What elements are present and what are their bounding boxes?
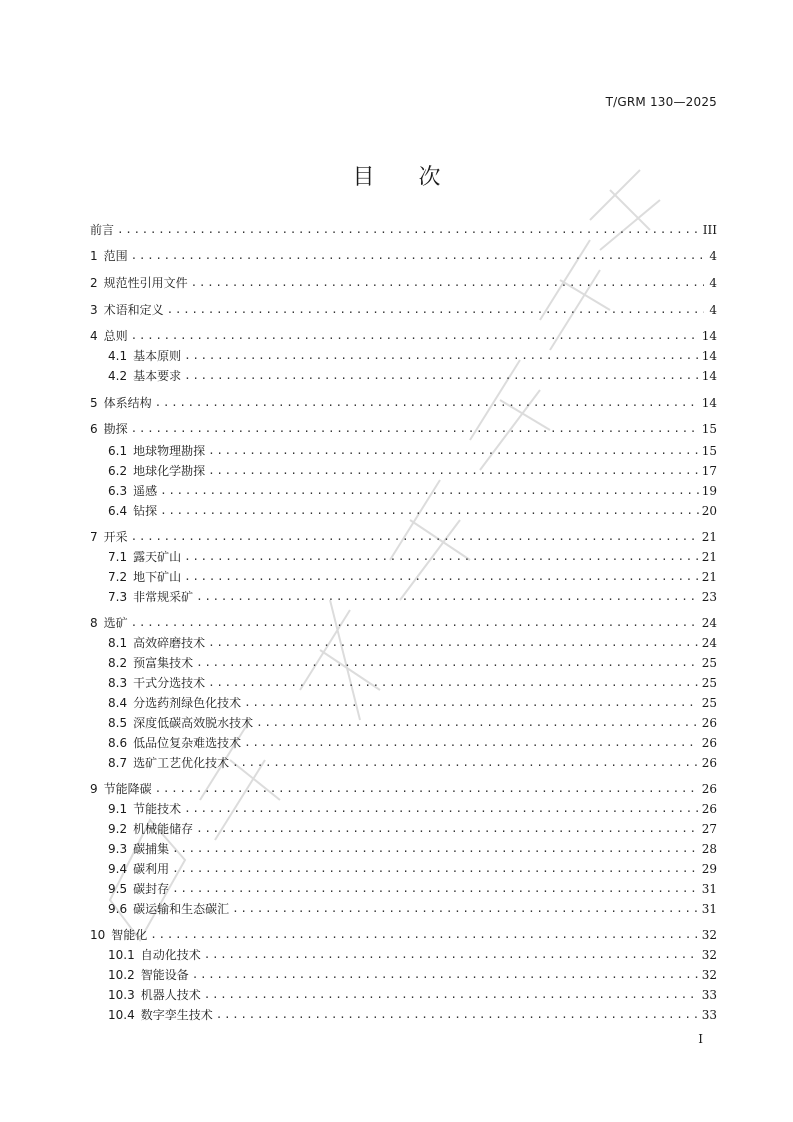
toc-leader-dots <box>150 927 698 943</box>
toc-entry-label: 前言 <box>90 223 115 237</box>
toc-entry-page: 4 <box>709 249 717 263</box>
toc-entry[interactable] <box>108 693 717 711</box>
toc-leader-dots <box>160 483 699 499</box>
toc-leader-dots <box>131 248 704 264</box>
toc-leader-dots <box>167 302 704 318</box>
toc-leader-dots <box>184 368 699 384</box>
toc-leader-dots <box>208 635 699 651</box>
toc-entry-page: 28 <box>701 842 717 856</box>
toc-entry-label: 地球物理勘探 <box>133 444 206 458</box>
toc-entry-label: 钻探 <box>133 504 158 518</box>
toc-leader-dots <box>208 463 699 479</box>
toc-entry-number: 8.6 <box>108 736 128 750</box>
toc-entry[interactable] <box>108 713 717 731</box>
toc-entry-page: 25 <box>701 656 717 670</box>
toc-leader-dots <box>232 755 699 771</box>
toc-leader-dots <box>244 735 699 751</box>
toc-entry-number: 6.3 <box>108 484 128 498</box>
toc-entry-page: 32 <box>701 948 717 962</box>
toc-entry[interactable] <box>108 733 717 751</box>
toc-entry-page: 21 <box>701 570 717 584</box>
toc-entry-label: 地下矿山 <box>133 570 182 584</box>
toc-entry-page: 4 <box>709 303 717 317</box>
toc-entry-number: 8.4 <box>108 696 128 710</box>
toc-entry-page: 17 <box>701 464 717 478</box>
toc-entry[interactable] <box>108 481 717 499</box>
toc-entry[interactable] <box>108 799 717 817</box>
toc-leader-dots <box>244 695 699 711</box>
toc-entry-page: 23 <box>701 590 717 604</box>
toc-entry[interactable] <box>108 879 717 897</box>
toc-entry-page: 31 <box>701 902 717 916</box>
toc-entry[interactable] <box>108 985 717 1003</box>
toc-entry-label: 地球化学勘探 <box>133 464 206 478</box>
toc-entry[interactable] <box>108 587 717 605</box>
toc-entry-number: 7 <box>90 530 98 544</box>
toc-entry-number: 7.3 <box>108 590 128 604</box>
toc-entry[interactable] <box>90 300 717 318</box>
toc-entry-number: 10.4 <box>108 1008 135 1022</box>
toc-entry-number: 8.5 <box>108 716 128 730</box>
toc-entry-label: 碳运输和生态碳汇 <box>133 902 230 916</box>
page-number: I <box>698 1032 703 1046</box>
toc-entry-page: 20 <box>701 504 717 518</box>
toc-entry-number: 10 <box>90 928 106 942</box>
toc-leader-dots <box>208 443 699 459</box>
toc-entry[interactable] <box>90 393 717 411</box>
toc-entry[interactable] <box>90 925 717 943</box>
toc-entry-page: 32 <box>701 928 717 942</box>
toc-title-char-1: 目 <box>352 165 375 190</box>
toc-entry-label: 选矿工艺优化技术 <box>133 756 230 770</box>
toc-entry-page: 26 <box>701 716 717 730</box>
toc-entry[interactable] <box>90 220 717 238</box>
toc-entry-page: 14 <box>701 349 717 363</box>
toc-entry-number: 4 <box>90 329 98 343</box>
toc-entry-label: 基本原则 <box>133 349 182 363</box>
toc-entry[interactable] <box>108 753 717 771</box>
toc-entry-number: 9.1 <box>108 802 128 816</box>
toc-entry[interactable] <box>108 673 717 691</box>
toc-leader-dots <box>172 881 699 897</box>
toc-leader-dots <box>117 222 700 238</box>
toc-entry[interactable] <box>90 613 717 631</box>
toc-entry-label: 节能技术 <box>133 802 182 816</box>
toc-entry-page: 19 <box>701 484 717 498</box>
toc-entry[interactable] <box>108 965 717 983</box>
toc-entry-label: 碳捕集 <box>133 842 170 856</box>
toc-entry-label: 开采 <box>103 530 128 544</box>
toc-leader-dots <box>196 655 699 671</box>
toc-entry-label: 自动化技术 <box>140 948 201 962</box>
toc-entry-number: 6.4 <box>108 504 128 518</box>
toc-entry-label: 预富集技术 <box>133 656 194 670</box>
toc-entry-number: 1 <box>90 249 98 263</box>
toc-entry[interactable] <box>108 567 717 585</box>
toc-entry-page: 26 <box>701 736 717 750</box>
toc-entry[interactable] <box>90 273 717 291</box>
toc-entry-label: 高效碎磨技术 <box>133 636 206 650</box>
toc-entry-page: 33 <box>701 988 717 1002</box>
toc-entry-page: 29 <box>701 862 717 876</box>
toc-leader-dots <box>192 967 699 983</box>
toc-entry-label: 碳利用 <box>133 862 170 876</box>
toc-entry-page: 25 <box>701 676 717 690</box>
toc-entry[interactable] <box>108 859 717 877</box>
toc-entry-number: 6.1 <box>108 444 128 458</box>
toc-leader-dots <box>184 801 699 817</box>
toc-leader-dots <box>204 987 699 1003</box>
toc-entry-number: 9.3 <box>108 842 128 856</box>
toc-entry-label: 节能降碳 <box>103 782 152 796</box>
toc-leader-dots <box>184 569 699 585</box>
toc-leader-dots <box>232 901 699 917</box>
toc-entry-page: 26 <box>701 802 717 816</box>
toc-entry[interactable] <box>108 346 717 364</box>
toc-entry-label: 术语和定义 <box>103 303 164 317</box>
toc-entry-label: 选矿 <box>103 616 128 630</box>
toc-entry-number: 10.1 <box>108 948 135 962</box>
toc-entry-page: 24 <box>701 636 717 650</box>
toc-leader-dots <box>196 589 699 605</box>
toc-entry[interactable] <box>90 326 717 344</box>
toc-entry-page: 24 <box>701 616 717 630</box>
toc-entry-label: 低品位复杂难选技术 <box>133 736 242 750</box>
toc-entry-number: 9.2 <box>108 822 128 836</box>
toc-leader-dots <box>160 503 699 519</box>
toc-entry[interactable] <box>108 461 717 479</box>
toc-entry[interactable] <box>90 527 717 545</box>
toc-entry-label: 非常规采矿 <box>133 590 194 604</box>
toc-entry-number: 6.2 <box>108 464 128 478</box>
toc-leader-dots <box>256 715 699 731</box>
toc-entry-label: 勘探 <box>103 422 128 436</box>
toc-entry-page: III <box>702 223 717 237</box>
toc-entry-number: 7.2 <box>108 570 128 584</box>
toc-entry-page: 27 <box>701 822 717 836</box>
toc-entry-label: 智能化 <box>111 928 148 942</box>
toc-entry-page: 14 <box>701 369 717 383</box>
toc-entry-page: 31 <box>701 882 717 896</box>
toc-entry[interactable] <box>108 839 717 857</box>
toc-leader-dots <box>172 861 699 877</box>
toc-entry-label: 机器人技术 <box>140 988 201 1002</box>
toc-entry-number: 8.3 <box>108 676 128 690</box>
toc-entry-number: 6 <box>90 422 98 436</box>
toc-entry-page: 15 <box>701 444 717 458</box>
toc-entry[interactable] <box>90 246 717 264</box>
toc-entry-number: 8.7 <box>108 756 128 770</box>
toc-entry[interactable] <box>108 945 717 963</box>
toc-entry[interactable] <box>108 633 717 651</box>
toc-entry-label: 深度低碳高效脱水技术 <box>133 716 254 730</box>
toc-entry-number: 4.2 <box>108 369 128 383</box>
toc-entry-label: 基本要求 <box>133 369 182 383</box>
toc-entry[interactable] <box>108 1005 717 1023</box>
toc-entry-number: 9.4 <box>108 862 128 876</box>
toc-entry-label: 碳封存 <box>133 882 170 896</box>
toc-entry-label: 规范性引用文件 <box>103 276 188 290</box>
toc-entry-number: 8 <box>90 616 98 630</box>
toc-entry-number: 8.1 <box>108 636 128 650</box>
toc-entry-number: 9 <box>90 782 98 796</box>
toc-entry[interactable] <box>108 441 717 459</box>
toc-entry-label: 体系结构 <box>103 396 152 410</box>
toc-entry[interactable] <box>108 547 717 565</box>
toc-entry-number: 9.6 <box>108 902 128 916</box>
toc-entry-number: 8.2 <box>108 656 128 670</box>
toc-leader-dots <box>184 348 699 364</box>
toc-entry-number: 3 <box>90 303 98 317</box>
toc-entry-page: 33 <box>701 1008 717 1022</box>
toc-entry[interactable] <box>90 779 717 797</box>
toc-entry-page: 15 <box>701 422 717 436</box>
toc-entry-page: 25 <box>701 696 717 710</box>
toc-leader-dots <box>155 781 699 797</box>
toc-entry-page: 14 <box>701 396 717 410</box>
toc-entry-label: 遥感 <box>133 484 158 498</box>
toc-entry-label: 数字孪生技术 <box>140 1008 213 1022</box>
toc-entry-page: 21 <box>701 550 717 564</box>
toc-entry-number: 10.3 <box>108 988 135 1002</box>
toc-leader-dots <box>216 1007 699 1023</box>
toc-entry-number: 2 <box>90 276 98 290</box>
toc-leader-dots <box>184 549 699 565</box>
table-of-contents <box>90 0 717 1122</box>
toc-entry-label: 露天矿山 <box>133 550 182 564</box>
toc-entry-label: 总则 <box>103 329 128 343</box>
toc-entry-page: 4 <box>709 276 717 290</box>
toc-entry-page: 14 <box>701 329 717 343</box>
toc-entry-label: 分选药剂绿色化技术 <box>133 696 242 710</box>
toc-leader-dots <box>208 675 699 691</box>
toc-entry[interactable] <box>108 366 717 384</box>
toc-entry-number: 9.5 <box>108 882 128 896</box>
toc-leader-dots <box>131 615 699 631</box>
toc-entry[interactable] <box>90 419 717 437</box>
toc-entry[interactable] <box>108 819 717 837</box>
toc-entry-page: 21 <box>701 530 717 544</box>
toc-title-char-2: 次 <box>418 165 441 190</box>
toc-entry-number: 7.1 <box>108 550 128 564</box>
document-code: T/GRM 130—2025 <box>605 95 717 109</box>
toc-entry[interactable] <box>108 653 717 671</box>
toc-leader-dots <box>196 821 699 837</box>
toc-entry-page: 26 <box>701 782 717 796</box>
toc-entry-label: 干式分选技术 <box>133 676 206 690</box>
toc-entry-page: 26 <box>701 756 717 770</box>
toc-entry-label: 机械能储存 <box>133 822 194 836</box>
toc-leader-dots <box>204 947 699 963</box>
toc-leader-dots <box>131 328 699 344</box>
toc-entry-number: 5 <box>90 396 98 410</box>
toc-entry[interactable] <box>108 501 717 519</box>
toc-entry-page: 32 <box>701 968 717 982</box>
toc-leader-dots <box>191 275 704 291</box>
toc-leader-dots <box>172 841 699 857</box>
toc-leader-dots <box>131 421 699 437</box>
toc-entry-number: 4.1 <box>108 349 128 363</box>
toc-entry[interactable] <box>108 899 717 917</box>
toc-entry-label: 范围 <box>103 249 128 263</box>
toc-entry-label: 智能设备 <box>140 968 189 982</box>
toc-leader-dots <box>155 395 699 411</box>
toc-leader-dots <box>131 529 699 545</box>
toc-entry-number: 10.2 <box>108 968 135 982</box>
